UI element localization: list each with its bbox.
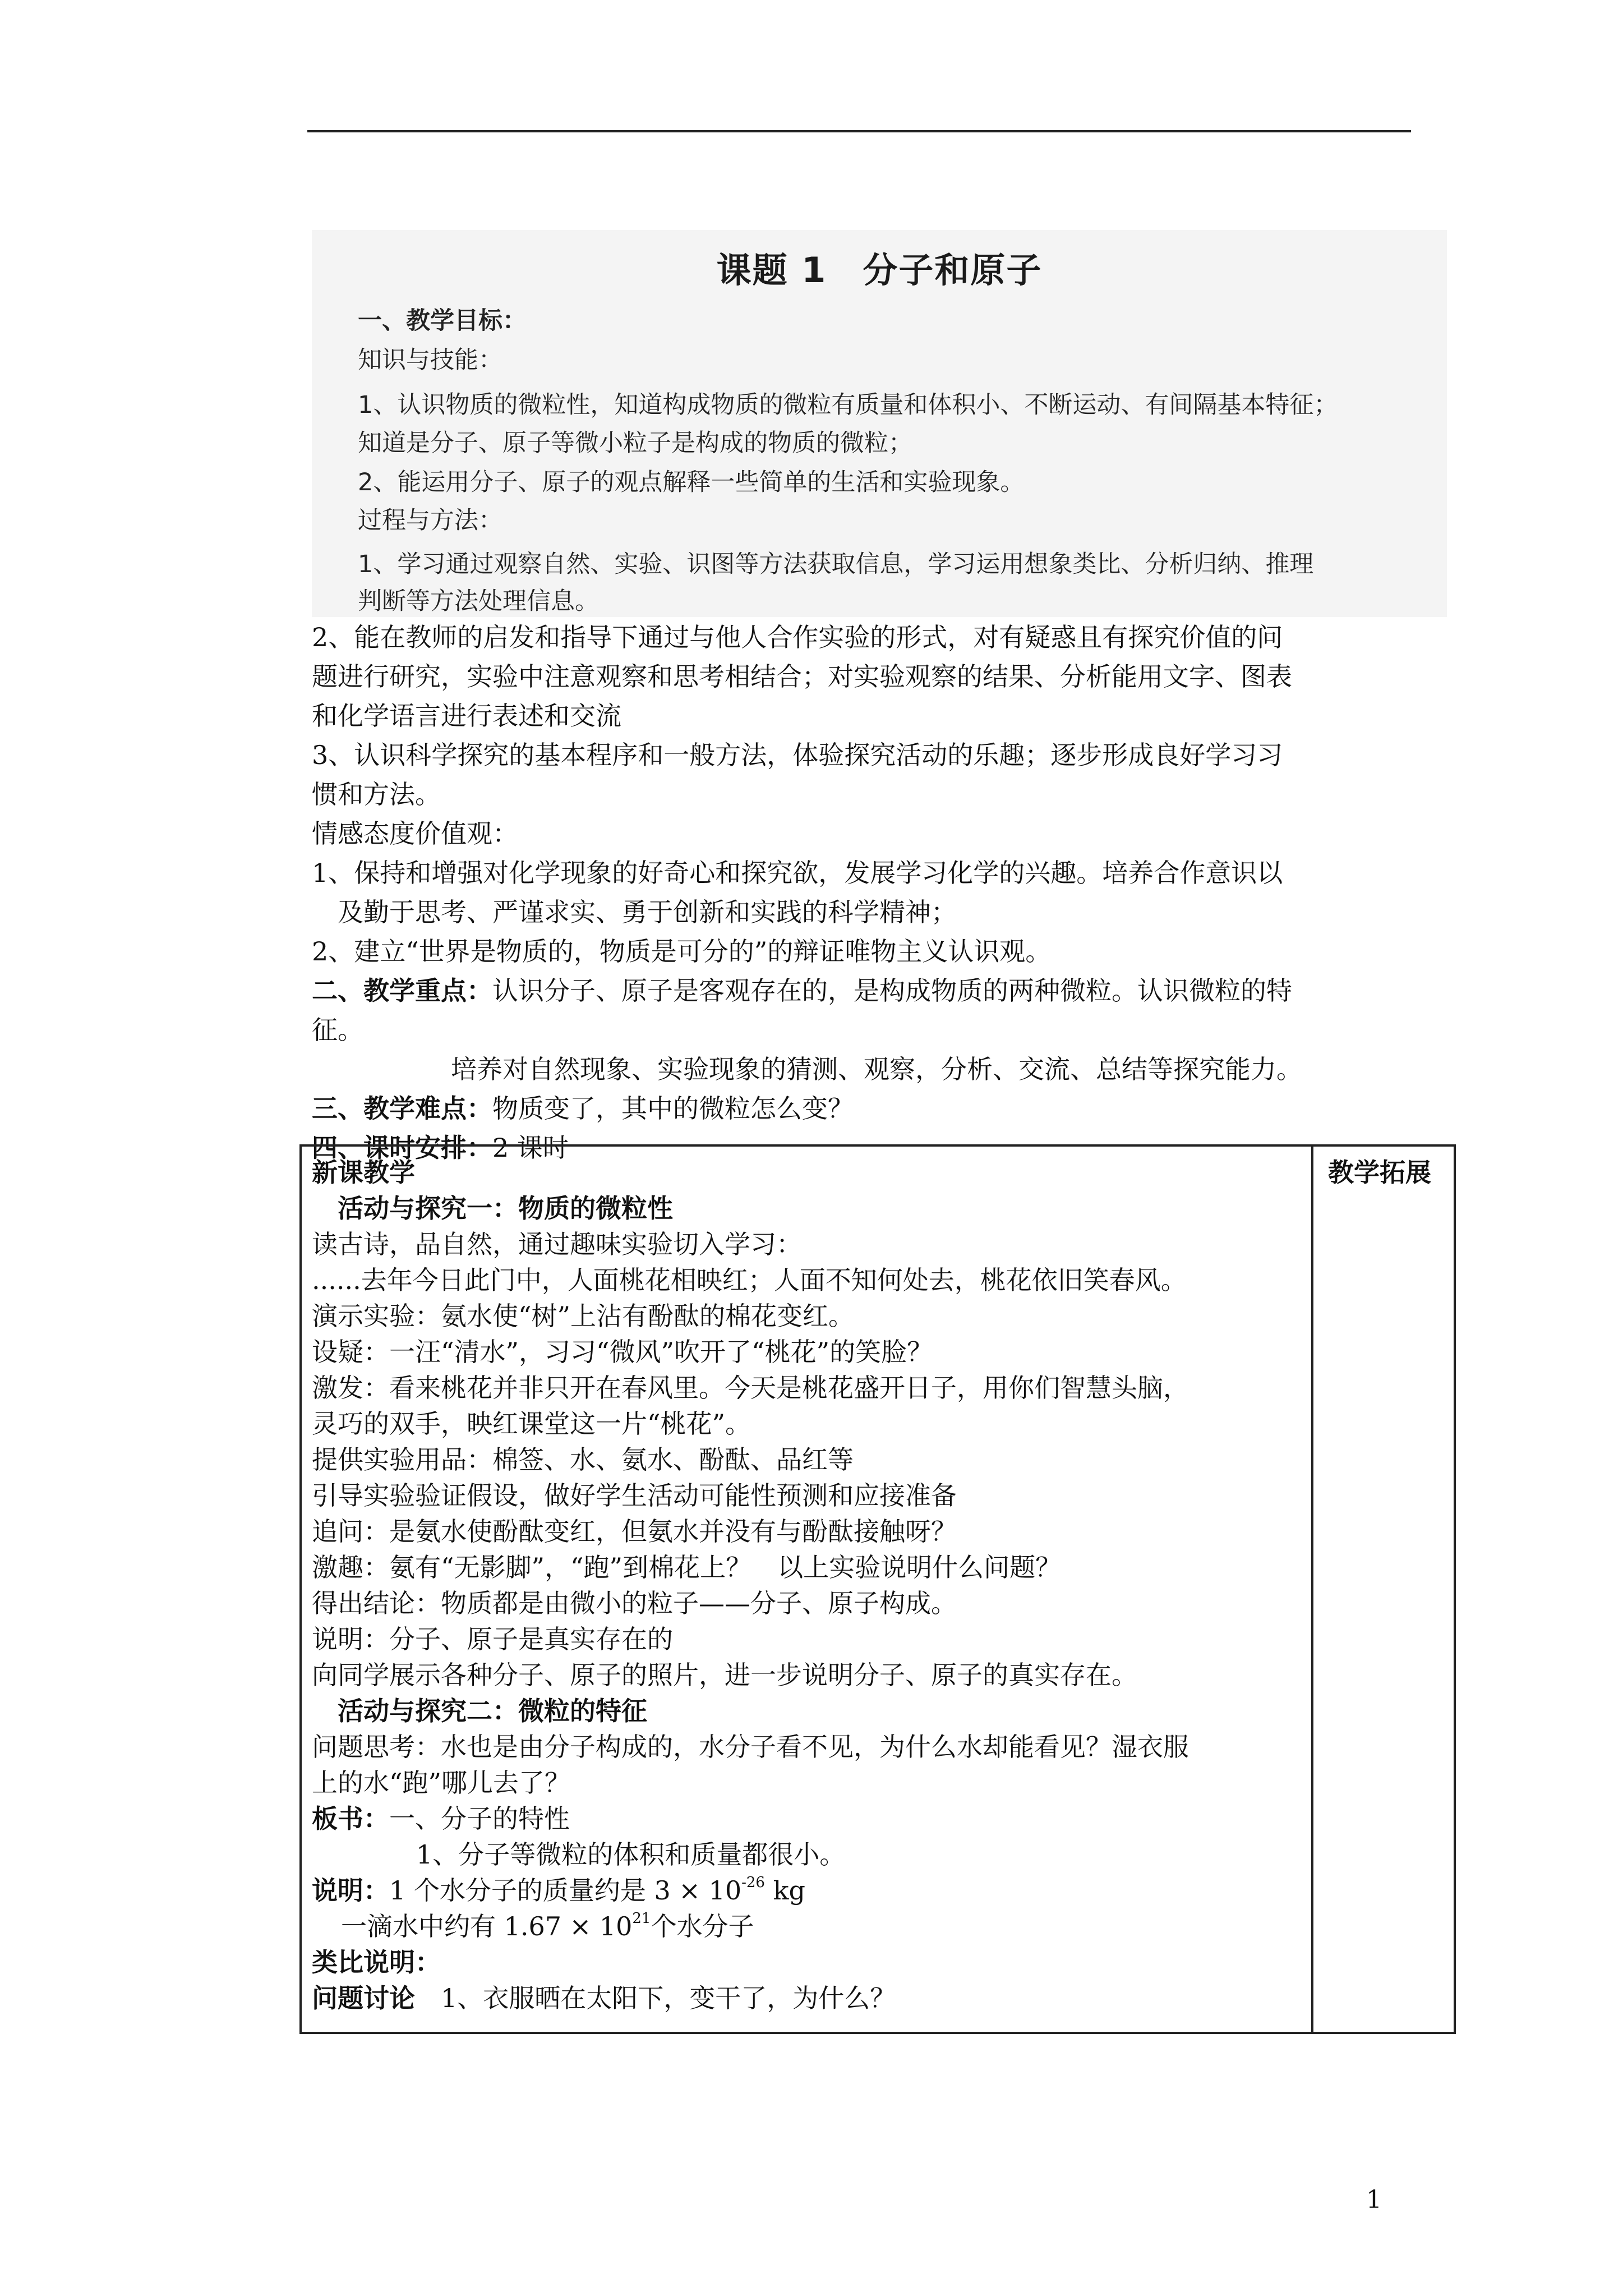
process-item-2-cont: 题进行研究，实验中注意观察和思考相结合；对实验观察的结果、分析能用文字、图表 [312,661,1292,692]
key-points-label: 二、教学重点： [312,976,492,1006]
difficulty-label: 三、教学难点： [312,1093,492,1124]
discussion-line [312,1981,896,2015]
table-row: 演示实验：氨水使“树”上沾有酚酞的棉花变红。 [312,1301,855,1331]
drop-line [341,1910,754,1943]
table-row: 激趣：氨有“无影脚”，“跑”到棉花上？ 以上实验说明什么问题？ [312,1552,1062,1582]
knowledge-item-1-cont: 知道是分子、原子等微小粒子是构成的物质的微粒； [358,429,912,457]
board-label: 板书： [312,1803,389,1834]
poem-line: ......去年今日此门中，人面桃花相映红；人面不知何处去，桃花依旧笑春风。 [312,1265,1187,1295]
discussion-label: 问题讨论 [312,1983,415,2013]
difficulty-text: 物质变了，其中的微粒怎么变？ [492,1093,854,1124]
new-lesson-heading: 新课教学 [312,1157,415,1188]
explain-label: 说明： [312,1875,389,1906]
activity-2-heading: 活动与探究二：微粒的特征 [312,1696,647,1726]
table-row: 读古诗，品自然，通过趣味实验切入学习： [312,1229,802,1259]
drop-unit: 个水分子 [651,1911,754,1941]
key-points-ability: 培养对自然现象、实验现象的猜测、观察，分析、交流、总结等探究能力。 [451,1054,1302,1084]
process-item-2-cont2: 和化学语言进行表述和交流 [312,701,621,731]
hours-label: 四、课时安排： [312,1133,492,1163]
explain-unit: kg [764,1875,805,1906]
explain-exponent: -26 [741,1874,765,1891]
process-item-2: 2、能在教师的启发和指导下通过与他人合作实验的形式，对有疑惑且有探究价值的问 [312,622,1283,652]
board-text: 一、分子的特性 [389,1803,570,1834]
board-line [312,1802,570,1835]
explain-line [312,1874,805,1907]
page-number: 1 [1366,2185,1382,2214]
attitude-item-1-cont: 及勤于思考、严谨求实、勇于创新和实践的科学精神； [312,897,957,927]
key-points-line [312,974,1292,1007]
table-row: 灵巧的双手，映红课堂这一片“桃花”。 [312,1409,751,1439]
knowledge-heading: 知识与技能： [358,346,502,374]
table-column-divider [1311,1147,1313,2032]
process-item-1: 1、学习通过观察自然、实验、识图等方法获取信息，学习运用想象类比、分析归纳、推理 [358,550,1314,578]
process-heading: 过程与方法： [358,507,502,535]
analogy-label: 类比说明： [312,1947,441,1977]
lesson-title: 课题 1 分子和原子 [716,250,1043,291]
extension-column-header: 教学拓展 [1328,1157,1431,1188]
attitude-item-1: 1、保持和增强对化学现象的好奇心和探究欲，发展学习化学的兴趣。培养合作意识以 [312,858,1283,888]
key-points-cont: 征。 [312,1015,363,1045]
explain-text: 1 个水分子的质量约是 3 × 10 [389,1875,742,1906]
table-row: 激发：看来桃花并非只开在春风里。今天是桃花盛开日子，用你们智慧头脑， [312,1373,1189,1403]
hours-text: 2 课时 [492,1133,569,1163]
difficulty-line [312,1092,854,1125]
process-item-3: 3、认识科学探究的基本程序和一般方法，体验探究活动的乐趣；逐步形成良好学习习 [312,740,1283,770]
table-row: 提供实验用品：棉签、水、氨水、酚酞、品红等 [312,1444,854,1475]
process-item-3-cont: 惯和方法。 [312,779,441,809]
attitude-item-2: 2、建立“世界是物质的，物质是可分的”的辩证唯物主义认识观。 [312,936,1052,967]
objectives-heading: 一、教学目标： [358,307,527,335]
table-row: 说明：分子、原子是真实存在的 [312,1624,673,1654]
activity-1-heading: 活动与探究一：物质的微粒性 [312,1193,673,1223]
attitude-heading: 情感态度价值观： [312,818,518,849]
scanned-header-block [312,230,1447,617]
table-row: 设疑：一汪“清水”，习习“微风”吹开了“桃花”的笑脸？ [312,1337,933,1367]
discussion-text: 1、衣服晒在太阳下，变干了，为什么？ [441,1983,896,2013]
drop-exponent: 21 [632,1910,651,1927]
process-item-1-cont: 判断等方法处理信息。 [358,587,599,615]
table-row: 问题思考：水也是由分子构成的，水分子看不见，为什么水却能看见？湿衣服 [312,1732,1189,1762]
table-row: 向同学展示各种分子、原子的照片，进一步说明分子、原子的真实存在。 [312,1660,1137,1690]
knowledge-item-2: 2、能运用分子、原子的观点解释一些简单的生活和实验现象。 [358,468,1025,496]
board-item: 1、分子等微粒的体积和质量都很小。 [416,1839,846,1870]
table-row: 上的水“跑”哪儿去了？ [312,1768,571,1798]
knowledge-item-1: 1、认识物质的微粒性，知道构成物质的微粒有质量和体积小、不断运动、有间隔基本特征； [358,391,1338,419]
lesson-table [299,1144,1456,2034]
drop-text: 一滴水中约有 1.67 × 10 [341,1911,633,1941]
table-row: 引导实验验证假设，做好学生活动可能性预测和应接准备 [312,1480,957,1511]
table-row: 追问：是氨水使酚酞变红，但氨水并没有与酚酞接触呀？ [312,1516,957,1547]
key-points-text: 认识分子、原子是客观存在的，是构成物质的两种微粒。认识微粒的特 [492,976,1292,1006]
header-rule [307,130,1411,132]
table-row: 得出结论：物质都是由微小的粒子——分子、原子构成。 [312,1588,957,1618]
